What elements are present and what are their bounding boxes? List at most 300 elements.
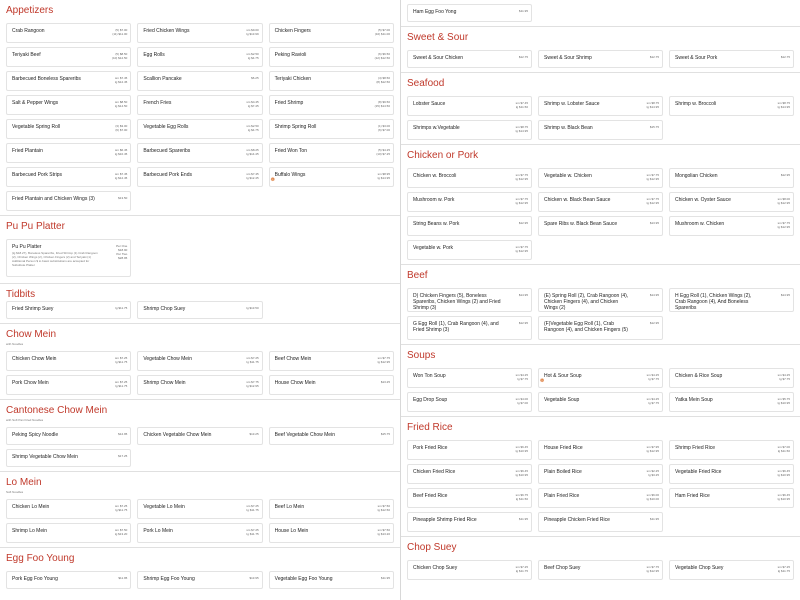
price-line: $17.25 [118, 454, 128, 458]
menu-section [401, 265, 800, 345]
price-line: sm $7.25 [515, 565, 528, 569]
menu-item-card[interactable] [407, 392, 532, 412]
menu-item-name: Lobster Sauce [413, 101, 446, 107]
menu-item-card[interactable] [538, 96, 663, 116]
menu-item-price [115, 100, 127, 108]
price-line: sm $2.50 [246, 52, 259, 56]
menu-item-name: Chicken & Rice Soup [675, 373, 723, 379]
menu-item-name: French Fries [143, 100, 172, 106]
menu-item-card[interactable] [137, 351, 262, 371]
price-line: sm $7.75 [515, 173, 528, 177]
menu-item-price [647, 565, 659, 573]
menu-item-card[interactable] [407, 464, 532, 484]
menu-item-card[interactable] [269, 523, 394, 543]
menu-item-price [781, 55, 790, 59]
price-line: sm $7.50 [114, 528, 128, 532]
menu-item-card[interactable] [269, 143, 394, 163]
menu-section [0, 284, 400, 324]
price-line: lg $14.95 [777, 105, 790, 109]
menu-item-name: Yatka Mein Soup [675, 397, 713, 403]
menu-item-card[interactable] [407, 168, 532, 188]
menu-item-card[interactable] [269, 375, 394, 395]
menu-item-name: Barbecued Pork Strips [12, 172, 63, 178]
price-line: lg $11.75 [777, 569, 790, 573]
menu-item-price [778, 445, 790, 453]
menu-item-card[interactable] [407, 368, 532, 388]
menu-item-price [118, 576, 127, 580]
menu-item-card[interactable] [137, 427, 262, 445]
menu-item-name: Chicken w. Broccoli [413, 173, 457, 179]
menu-item-name: Teriyaki Beef [12, 52, 41, 58]
menu-item-name: Shrimp Lo Mein [12, 528, 48, 534]
menu-item-price [375, 100, 390, 108]
menu-item-card[interactable] [538, 168, 663, 188]
menu-section [0, 472, 400, 548]
menu-item-card[interactable] [6, 167, 131, 187]
price-line: $13.50 [118, 196, 128, 200]
price-line: lg $11.75 [115, 384, 128, 388]
menu-item-card[interactable] [137, 301, 262, 319]
menu-item-name: G Egg Roll (1), Crab Rangoon (4), and Fried Shrimp (3) [413, 321, 499, 333]
menu-item-name: (E) Spring Roll (2), Crab Rangoon (4), Chicken Fingers (4), and Chicken Wings (2) [544, 293, 629, 311]
price-line: lg $7.75 [648, 377, 659, 381]
menu-item-card[interactable] [6, 143, 131, 163]
menu-item-card[interactable] [137, 167, 262, 187]
menu-item-price [516, 101, 528, 109]
price-line: $11.95 [118, 576, 128, 580]
menu-item-name: Barbecued Boneless Spareribs [12, 76, 81, 82]
menu-item-card[interactable] [669, 368, 794, 388]
menu-item-card[interactable] [6, 191, 131, 211]
menu-item-name: Won Ton Soup [413, 373, 446, 379]
price-line: (5) $7.00 [377, 28, 390, 32]
menu-item-price [115, 528, 127, 536]
menu-item-name: String Beans w. Pork [413, 221, 460, 227]
menu-item-name: Shrimp Chop Suey [143, 306, 186, 312]
price-line: sm $5.75 [777, 397, 790, 401]
menu-item-name: Peking Ravioli [274, 52, 307, 58]
menu-item-price [378, 528, 390, 536]
price-line: $13.25 [380, 380, 390, 384]
menu-item-price [516, 493, 528, 501]
price-line: lg $4.75 [247, 56, 259, 60]
menu-item-card[interactable] [137, 571, 262, 589]
menu-item-card[interactable] [538, 440, 663, 460]
price-line: sm $7.25 [246, 528, 259, 532]
menu-item-card[interactable] [137, 499, 262, 519]
menu-item-card[interactable] [407, 560, 532, 580]
price-line: sm $6.75 [515, 493, 528, 497]
price-line: (3) $3.00 [115, 124, 128, 128]
price-line: (8) $12.50 [376, 80, 390, 84]
price-line: $15.75 [649, 125, 659, 129]
menu-item-name: Crab Rangoon [12, 28, 45, 34]
price-line: lg $14.95 [377, 176, 390, 180]
price-line: sm $7.25 [114, 356, 128, 360]
menu-item-name: Fried Plantain [12, 148, 43, 154]
price-line: lg $10.95 [777, 473, 790, 477]
menu-item-price [375, 52, 390, 60]
menu-item-card[interactable] [269, 427, 394, 445]
menu-item-card[interactable] [538, 464, 663, 484]
price-line: lg $13.20 [377, 532, 390, 536]
menu-item-price [375, 28, 390, 36]
menu-item-price [381, 380, 390, 384]
menu-item-card[interactable] [6, 351, 131, 371]
menu-item-name: Salt & Pepper Wings [12, 100, 59, 106]
menu-item-price [115, 356, 127, 364]
menu-item-price [115, 306, 127, 310]
menu-item-description: (lg $18.27), Boneless Spareribs, Fried Shrimp (1) Crab Rangoon (2), Chicken Wings (2), Chicken Fingers (2) and Teriyaki (1) Additional Person $ to basic substitutions are accepted for Substitute Platter [12, 251, 98, 267]
menu-item-name: Sweet & Sour Shrimp [544, 55, 592, 61]
menu-item-price [246, 380, 258, 388]
price-line: sm $7.75 [646, 565, 659, 569]
menu-item-name: Vegetable Egg Rolls [143, 124, 189, 130]
price-line: sm $7.00 [777, 445, 790, 449]
menu-item-card[interactable] [137, 23, 262, 43]
menu-item-card[interactable] [407, 96, 532, 116]
menu-item-card[interactable] [669, 440, 794, 460]
price-line: lg $14.45 [246, 152, 259, 156]
menu-item-name: Pork Fried Rice [413, 445, 448, 451]
price-line: lg $12.95 [515, 177, 528, 181]
price-line: lg $12.50 [377, 508, 390, 512]
menu-item-price [246, 504, 258, 512]
section-title: Fried Rice [407, 422, 453, 433]
menu-item-card[interactable] [269, 95, 394, 115]
price-line: Per One [116, 244, 128, 248]
menu-item-card[interactable] [669, 392, 794, 412]
menu-item-name: House Fried Rice [544, 445, 583, 451]
price-line: lg $7.75 [779, 377, 790, 381]
section-title: Lo Mein [6, 477, 42, 488]
menu-item-card[interactable] [6, 375, 131, 395]
price-line: lg $12.95 [515, 201, 528, 205]
menu-item-card[interactable] [269, 71, 394, 91]
chili-pepper-icon: ❁ [540, 378, 545, 384]
menu-item-name: Fried Won Ton [274, 148, 307, 154]
menu-item-grid [6, 571, 394, 587]
menu-item-card[interactable] [407, 192, 532, 212]
menu-section [401, 345, 800, 417]
menu-item-price [118, 196, 127, 200]
menu-item-card[interactable] [407, 216, 532, 236]
price-line: $11.95 [519, 9, 528, 13]
menu-item-name: Beef Vegetable Chow Mein [274, 432, 335, 438]
menu-item-card[interactable] [669, 560, 794, 580]
price-line: (5) $7.00 [115, 28, 128, 32]
menu-item-card[interactable] [6, 449, 131, 467]
menu-item-grid [6, 427, 394, 465]
menu-item-name: Beef Chop Suey [544, 565, 581, 571]
menu-item-card[interactable] [6, 523, 131, 543]
menu-item-name: Pineapple Shrimp Fried Rice [413, 517, 477, 523]
price-line: sm $7.75 [377, 356, 390, 360]
menu-item-card[interactable] [407, 240, 532, 260]
menu-item-card[interactable] [669, 288, 794, 312]
price-line: sm $7.75 [777, 221, 790, 225]
menu-item-name: Chicken Fingers [274, 28, 311, 34]
price-line: lg $12.95 [646, 177, 659, 181]
price-line: sm $6.45 [777, 469, 790, 473]
menu-item-price [519, 9, 528, 13]
menu-item-card[interactable] [137, 119, 262, 139]
menu-item-price [381, 576, 390, 580]
menu-item-card[interactable] [407, 4, 532, 22]
menu-item-name: Fried Shrimp Suey [12, 306, 54, 312]
price-line: sm $7.25 [246, 356, 259, 360]
price-line: lg $11.50 [515, 105, 528, 109]
price-line: $12.95 [518, 221, 528, 225]
price-line: (6) $7.00 [377, 128, 390, 132]
menu-item-price [519, 517, 528, 521]
menu-item-name: Pineapple Chicken Fried Rice [544, 517, 610, 523]
price-line: lg $10.95 [777, 401, 790, 405]
menu-item-name: Beef Chow Mein [274, 356, 312, 362]
price-line: lg $12.95 [646, 569, 659, 573]
price-line: lg $12.95 [777, 225, 790, 229]
menu-item-price [251, 76, 259, 80]
section-title: Cantonese Chow Mein [6, 405, 108, 416]
menu-item-name: Chicken w. Black Bean Sauce [544, 197, 611, 203]
menu-item-card[interactable] [407, 440, 532, 460]
menu-item-name: Shrimp Vegetable Chow Mein [12, 454, 78, 460]
menu-item-card[interactable] [6, 23, 131, 43]
price-line: $11.95 [381, 576, 390, 580]
price-line: sm $7.25 [114, 504, 128, 508]
menu-item-price [519, 55, 528, 59]
menu-item-price [650, 221, 659, 225]
menu-item-card[interactable] [269, 119, 394, 139]
menu-item-name: (F)Vegetable Egg Roll (1), Crab Rangoon (4), and Chicken Fingers (5) [544, 321, 628, 333]
menu-item-card[interactable] [538, 288, 663, 312]
price-line: sm $9.00 [246, 28, 259, 32]
menu-item-name: Spare Ribs w. Black Bean Sauce [544, 221, 618, 227]
menu-item-price [378, 124, 390, 132]
menu-item-card[interactable] [137, 95, 262, 115]
menu-item-name: Shrimp w. Broccoli [675, 101, 717, 107]
menu-item-name: D) Chicken Fingers (5), Boneless Spareribs, Chicken Wings (2) and Fried Shrimp (3) [413, 293, 501, 311]
menu-item-price [778, 101, 790, 109]
price-line: lg $11.75 [515, 569, 528, 573]
menu-item-card[interactable] [669, 192, 794, 212]
menu-item-price [516, 125, 528, 133]
menu-item-card[interactable] [6, 301, 131, 319]
menu-item-price [246, 28, 258, 36]
menu-item-grid [407, 4, 794, 20]
menu-item-price [781, 293, 790, 297]
menu-item-name: Fried Shrimp [274, 100, 304, 106]
menu-item-card[interactable] [669, 50, 794, 68]
price-line: (4) $8.50 [377, 76, 390, 80]
menu-item-name: Fried Chicken Wings [143, 28, 190, 34]
menu-item-card[interactable] [6, 119, 131, 139]
menu-item-price [118, 432, 127, 436]
menu-item-price [516, 469, 528, 477]
price-line: sm $6.45 [777, 493, 790, 497]
menu-item-price [246, 528, 258, 536]
price-line: sm $4.25 [646, 373, 659, 377]
menu-item-card[interactable] [137, 47, 262, 67]
section-title: Seafood [407, 78, 445, 89]
price-line: (8) $9.50 [377, 100, 390, 104]
menu-item-name: Teriyaki Chicken [274, 76, 312, 82]
menu-item-name: Fried Plantain and Chicken Wings (3) [12, 196, 95, 202]
price-line: lg $12.95 [246, 384, 259, 388]
price-line: $28.95 [118, 256, 128, 260]
menu-item-price [647, 373, 659, 381]
menu-item-name: Egg Rolls [143, 52, 165, 58]
menu-item-card[interactable] [538, 316, 663, 340]
menu-item-price [778, 373, 790, 381]
price-line: (5) $8.50 [115, 52, 128, 56]
price-line: sm $7.75 [646, 173, 659, 177]
menu-item-name: Beef Fried Rice [413, 493, 448, 499]
menu-item-card[interactable] [137, 71, 262, 91]
price-line: sm $7.75 [515, 245, 528, 249]
price-line: (10) $11.00 [374, 32, 390, 36]
price-line: Per Two [116, 252, 128, 256]
section-title: Pu Pu Platter [6, 221, 65, 232]
price-line: sm $7.75 [246, 380, 259, 384]
menu-item-card[interactable] [669, 96, 794, 116]
price-line: sm $6.45 [515, 445, 528, 449]
menu-item-name: Beef Lo Mein [274, 504, 305, 510]
price-line: sm $6.45 [114, 148, 128, 152]
menu-item-name: Vegetable Lo Mein [143, 504, 185, 510]
menu-item-grid [407, 288, 794, 338]
menu-item-card[interactable] [6, 499, 131, 519]
menu-section [0, 0, 400, 216]
menu-item-name: Plain Boiled Rice [544, 469, 582, 475]
menu-item-card[interactable] [137, 143, 262, 163]
menu-item-price [381, 432, 390, 436]
menu-item-card[interactable] [669, 168, 794, 188]
menu-item-card[interactable] [538, 560, 663, 580]
menu-item-price [647, 197, 659, 205]
price-line: $11.95 [650, 517, 659, 521]
menu-item-card[interactable] [269, 571, 394, 589]
price-line: lg $12.95 [515, 249, 528, 253]
menu-item-price [378, 504, 390, 512]
menu-item-card[interactable] [407, 120, 532, 140]
menu-item-card[interactable] [6, 571, 131, 589]
menu-item-card[interactable] [6, 47, 131, 67]
menu-item-card[interactable] [669, 464, 794, 484]
menu-item-card[interactable] [538, 50, 663, 68]
menu-item-price [647, 493, 659, 501]
price-line: lg $4.75 [247, 128, 259, 132]
menu-item-card[interactable] [137, 375, 262, 395]
menu-item-price [516, 445, 528, 453]
menu-item-price [516, 373, 528, 381]
right-menu-column [401, 0, 800, 600]
menu-item-card[interactable] [137, 523, 262, 543]
menu-item-name: Vegetable w. Pork [413, 245, 454, 251]
menu-item-card[interactable] [538, 488, 663, 508]
price-line: sm $8.75 [646, 101, 659, 105]
price-line: (6) $6.50 [377, 52, 390, 56]
menu-item-price [246, 172, 258, 180]
price-line: lg $7.75 [648, 401, 659, 405]
menu-item-name: Chicken Lo Mein [12, 504, 50, 510]
menu-item-card[interactable] [538, 392, 663, 412]
price-line: sm $2.50 [246, 124, 259, 128]
menu-item-price [516, 245, 528, 253]
price-line: sm $7.45 [515, 101, 528, 105]
menu-item-price [246, 148, 258, 156]
menu-item-name: House Chow Mein [274, 380, 316, 386]
menu-item-price [115, 380, 127, 388]
menu-item-card[interactable] [6, 71, 131, 91]
price-line: sm $4.25 [646, 397, 659, 401]
menu-item-price [647, 101, 659, 109]
price-line: $12.95 [649, 321, 659, 325]
menu-item-card[interactable] [407, 488, 532, 508]
price-line: lg $10.95 [777, 497, 790, 501]
menu-item-card[interactable] [269, 23, 394, 43]
price-line: $12.75 [780, 55, 790, 59]
menu-item-card[interactable] [538, 512, 663, 532]
menu-item-price [115, 76, 127, 84]
price-line: sm $6.00 [646, 493, 659, 497]
menu-section [401, 417, 800, 537]
price-line: lg $10.95 [515, 449, 528, 453]
menu-item-card[interactable] [407, 316, 532, 340]
menu-item-price [516, 397, 528, 405]
price-line: (10) $7.25 [376, 152, 390, 156]
price-line: $12.95 [518, 321, 528, 325]
menu-item-card[interactable] [407, 512, 532, 532]
menu-item-name: Shrimp Spring Roll [274, 124, 317, 130]
menu-item-price [519, 293, 528, 297]
price-line: (5) $4.25 [377, 148, 390, 152]
price-line: lg $12.95 [377, 360, 390, 364]
menu-item-name: Chicken Vegetable Chow Mein [143, 432, 212, 438]
menu-item-card[interactable] [669, 216, 794, 236]
menu-item-card[interactable] [538, 120, 663, 140]
menu-item-card[interactable] [6, 95, 131, 115]
menu-section [401, 145, 800, 265]
menu-item-price [246, 52, 258, 60]
price-line: lg $12.45 [114, 80, 128, 84]
menu-item-card[interactable] [269, 351, 394, 371]
menu-item-price [519, 321, 528, 325]
menu-item-card[interactable] [538, 192, 663, 212]
menu-item-price [376, 148, 390, 156]
price-line: $13.95 [249, 576, 259, 580]
menu-item-card[interactable] [407, 288, 532, 312]
menu-item-name: Shrimp Fried Rice [675, 445, 716, 451]
price-line: lg $13.99 [246, 32, 259, 36]
menu-item-card[interactable] [6, 427, 131, 445]
menu-item-card[interactable] [269, 499, 394, 519]
price-line: sm $7.45 [114, 172, 128, 176]
menu-item-name: Plain Fried Rice [544, 493, 580, 499]
menu-item-card[interactable] [269, 167, 394, 187]
menu-item-card[interactable] [669, 488, 794, 508]
menu-item-card[interactable] [538, 368, 663, 388]
menu-item-name: Shrimps w.Vegetable [413, 125, 460, 131]
menu-item-name: Sweet & Sour Pork [675, 55, 718, 61]
menu-item-card[interactable] [269, 47, 394, 67]
price-line: sm $7.45 [246, 172, 259, 176]
pupu-platter-card[interactable] [6, 239, 131, 277]
menu-item-name: Hot & Sour Soup [544, 373, 582, 379]
menu-item-card[interactable] [407, 50, 532, 68]
menu-item-card[interactable] [538, 216, 663, 236]
menu-item-name: Chicken Chop Suey [413, 565, 458, 571]
